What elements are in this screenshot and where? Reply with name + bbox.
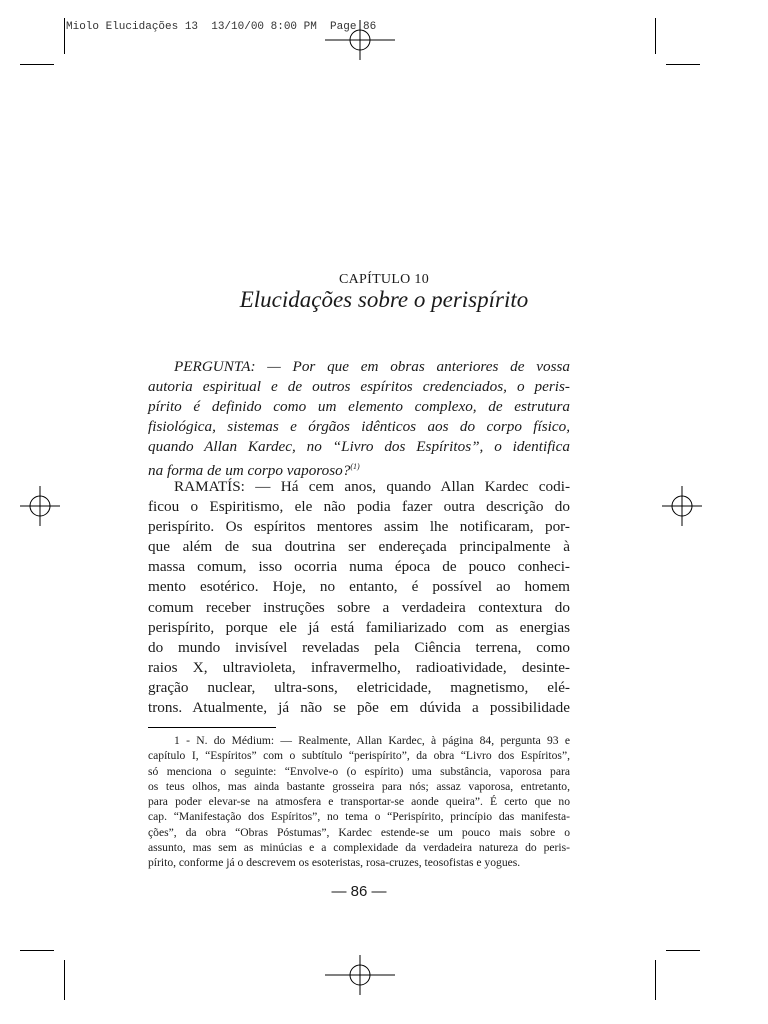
paragraph-line: pírito é definido como um elemento complexo, de estrutura bbox=[148, 398, 570, 416]
paragraph-line: que além de sua doutrina ser endereçada principalmente à bbox=[148, 538, 570, 556]
paragraph-line bbox=[148, 457, 570, 480]
chapter-number: 10 bbox=[414, 272, 430, 287]
footnote-line: ções”, da obra “Obras Póstumas”, Kardec estende-se um pouco mais sobre o bbox=[148, 825, 570, 839]
paragraph-line: autoria espiritual e de outros espíritos credenciados, o peris- bbox=[148, 378, 570, 396]
crop-mark bbox=[666, 950, 700, 951]
footnote-line: capítulo I, “Espíritos” com o subtítulo “perispírito”, da obra “Livro dos Espíritos”, bbox=[148, 749, 570, 763]
paragraph-line: massa comum, isso ocorria numa época de pouco conheci- bbox=[148, 558, 570, 576]
paragraph-line: quando Allan Kardec, no “Livro dos Espíritos”, o identifica bbox=[148, 438, 570, 456]
crop-mark bbox=[666, 64, 700, 65]
paragraph-line: mento esotérico. Hoje, no entanto, é possível ao homem bbox=[148, 578, 570, 596]
paragraph-line: perispírito. Os espíritos mentores assim lhe notificaram, por- bbox=[148, 518, 570, 536]
crop-mark bbox=[64, 18, 65, 54]
paragraph-line: RAMATÍS: — Há cem anos, quando Allan Kardec codi- bbox=[174, 478, 570, 495]
chapter-title: Elucidações sobre o perispírito bbox=[239, 287, 529, 312]
chapter-label-word: APÍTULO bbox=[348, 272, 411, 287]
paragraph-line: gração nuclear, ultra-sons, eletricidade, magnetismo, elé- bbox=[148, 678, 570, 696]
question-paragraph bbox=[148, 357, 570, 478]
registration-mark-icon bbox=[325, 20, 395, 60]
page-number: — 86 — bbox=[331, 883, 387, 900]
footnote-line: para poder elevar-se na atmosfera e transportar-se aonde queira”. É certo que no bbox=[148, 795, 570, 809]
registration-mark-icon bbox=[325, 955, 395, 995]
paragraph-line: raios X, ultravioleta, infravermelho, radioatividade, desinte- bbox=[148, 658, 570, 676]
crop-mark bbox=[64, 960, 65, 1000]
paragraph-line: comum receber instruções sobre a verdadeira contextura do bbox=[148, 598, 570, 616]
footnote bbox=[148, 733, 570, 871]
crop-mark bbox=[20, 950, 54, 951]
chapter-label-prefix: C bbox=[338, 272, 349, 287]
footnote-line: pírito, conforme já o descrevem os esoteristas, rosa-cruzes, teosofistas e yogues. bbox=[148, 856, 521, 870]
footnote-reference: (1) bbox=[350, 462, 360, 472]
crop-mark bbox=[655, 960, 656, 1000]
paragraph-line-text: na forma de um corpo vaporoso? bbox=[148, 462, 351, 480]
paragraph-line: PERGUNTA: — Por que em obras anteriores de vossa bbox=[174, 358, 570, 375]
chapter-label bbox=[0, 272, 768, 288]
paragraph-line: do mundo invisível reveladas pela Ciência terrena, como bbox=[148, 638, 570, 656]
paragraph-line: trons. Atualmente, já não se põe em dúvida a possibilidade bbox=[148, 699, 570, 717]
paragraph-line: fisiológica, sistemas e órgãos idênticos aos do corpo físico, bbox=[148, 418, 570, 436]
footnote-line: assunto, mas sem as minúcias e a complexidade da verdadeira natureza do peris- bbox=[148, 841, 570, 855]
crop-mark bbox=[20, 64, 54, 65]
paragraph-line: ficou o Espiritismo, ele não podia fazer outra descrição do bbox=[148, 498, 570, 516]
footnote-rule bbox=[148, 727, 276, 728]
footnote-line: cap. “Manifestação dos Espíritos”, no tema o “Perispírito, princípio das manifesta- bbox=[148, 810, 570, 824]
footnote-line: só menciona o seguinte: “Envolve-o (o espírito) uma substância, vaporosa para bbox=[148, 764, 570, 778]
crop-mark bbox=[655, 18, 656, 54]
footnote-line: os teus olhos, mas ainda bastante grosseira para nós; assaz vaporosa, entretanto, bbox=[148, 779, 570, 793]
registration-mark-icon bbox=[20, 486, 60, 526]
answer-paragraph bbox=[148, 477, 570, 718]
printer-slug: Miolo Elucidações 13 13/10/00 8:00 PM Page 86 bbox=[66, 21, 377, 33]
footnote-line: 1 - N. do Médium: — Realmente, Allan Kardec, à página 84, pergunta 93 e bbox=[174, 734, 570, 747]
registration-mark-icon bbox=[662, 486, 702, 526]
paragraph-line: perispírito, porque ele já está familiarizado com as energias bbox=[148, 618, 570, 636]
